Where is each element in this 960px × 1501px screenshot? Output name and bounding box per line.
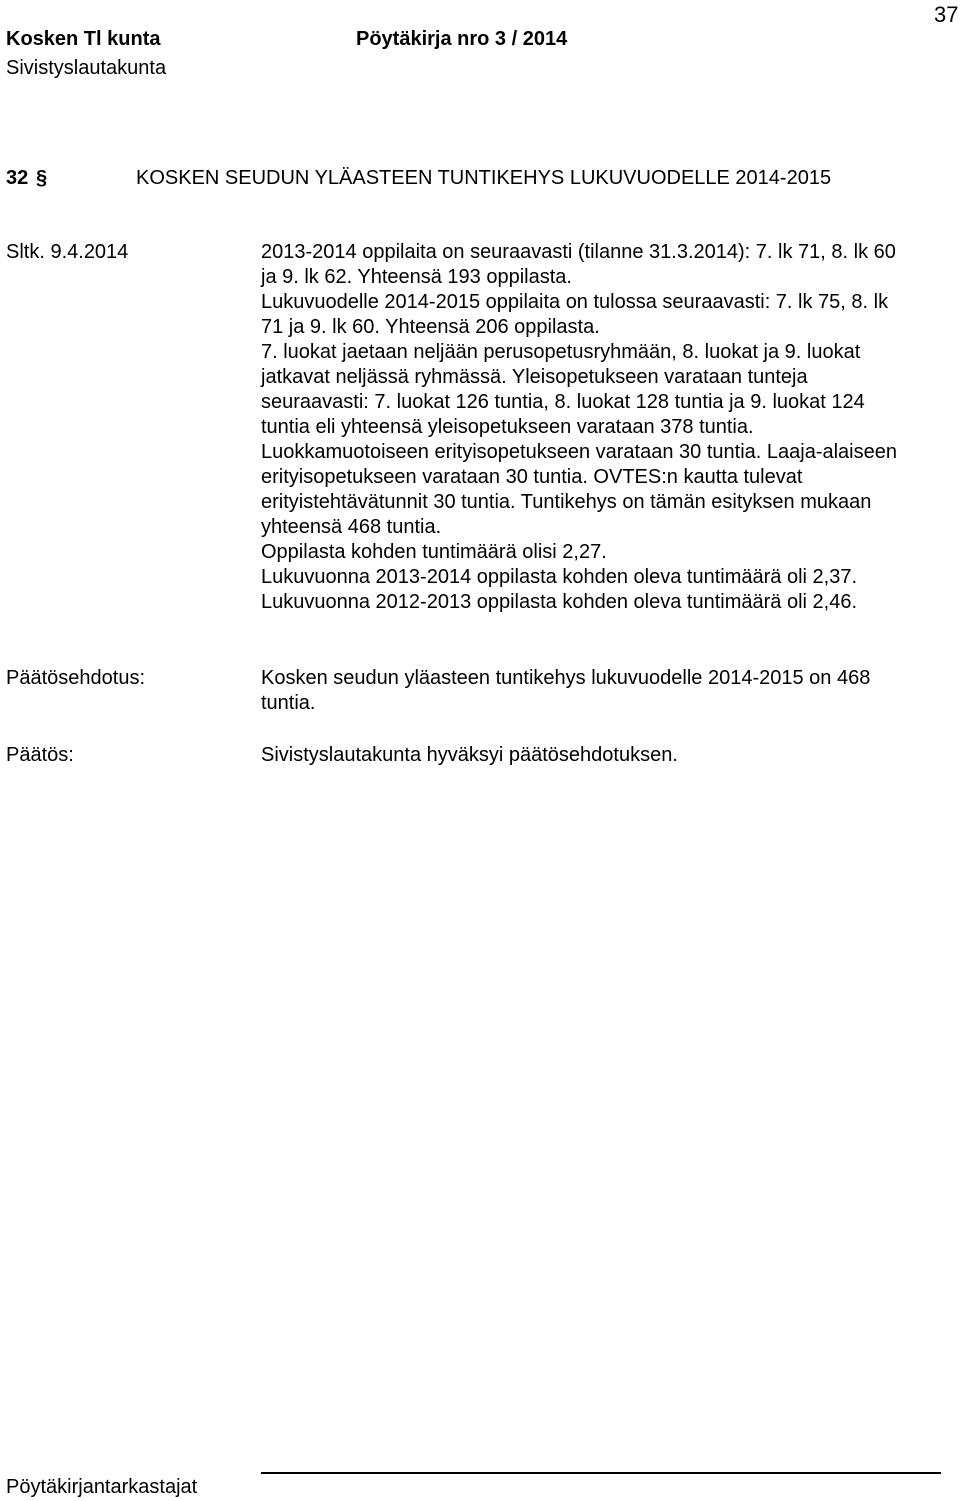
preparation-line: Lukuvuodelle 2014-2015 oppilaita on tulossa seuraavasti: 7. lk 75, 8. lk: [261, 291, 889, 313]
preparation-line: Lukuvuonna 2013-2014 oppilasta kohden oleva tuntimäärä oli 2,37.: [261, 566, 857, 588]
board-name: Sivistyslautakunta: [6, 57, 167, 79]
preparation-line: 71 ja 9. lk 60. Yhteensä 206 oppilasta.: [261, 316, 600, 338]
proposal-line: tuntia.: [261, 692, 316, 714]
preparation-line: tuntia eli yhteensä yleisopetukseen varataan 378 tuntia.: [261, 416, 754, 438]
preparation-line: Lukuvuonna 2012-2013 oppilasta kohden oleva tuntimäärä oli 2,46.: [261, 591, 857, 613]
decision-text: Sivistyslautakunta hyväksyi päätösehdotuksen.: [261, 744, 678, 766]
preparation-line: Oppilasta kohden tuntimäärä olisi 2,27.: [261, 541, 607, 563]
page-number: 37: [934, 2, 959, 27]
preparation-line: erityisopetukseen varataan 30 tuntia. OVTES:n kautta tulevat: [261, 466, 803, 488]
preparation-line: seuraavasti: 7. luokat 126 tuntia, 8. luokat 128 tuntia ja 9. luokat 124: [261, 391, 865, 413]
decision-label: Päätös:: [6, 744, 74, 766]
proposal-label: Päätösehdotus:: [6, 667, 145, 689]
organization-name: Kosken Tl kunta: [6, 28, 161, 50]
preparation-line: 7. luokat jaetaan neljään perusopetusryhmään, 8. luokat ja 9. luokat: [261, 341, 861, 363]
document-title: Pöytäkirja nro 3 / 2014: [356, 28, 568, 50]
section-mark: §: [36, 167, 48, 189]
section-number: 32: [6, 167, 29, 189]
preparation-text: [261, 240, 960, 615]
proposal-line: Kosken seudun yläasteen tuntikehys lukuvuodelle 2014-2015 on 468: [261, 667, 871, 689]
preparation-label: Sltk. 9.4.2014: [6, 241, 129, 263]
preparation-line: yhteensä 468 tuntia.: [261, 516, 442, 538]
preparation-line: erityistehtävätunnit 30 tuntia. Tuntikehys on tämän esityksen mukaan: [261, 491, 872, 513]
section-title: KOSKEN SEUDUN YLÄASTEEN TUNTIKEHYS LUKUVUODELLE 2014-2015: [136, 167, 832, 189]
preparation-line: jatkavat neljässä ryhmässä. Yleisopetukseen varataan tunteja: [261, 366, 808, 388]
preparation-line: Luokkamuotoiseen erityisopetukseen varataan 30 tuntia. Laaja-alaiseen: [261, 441, 897, 463]
signature-line: [261, 1472, 941, 1474]
preparation-line: ja 9. lk 62. Yhteensä 193 oppilasta.: [261, 266, 572, 288]
reviewers-label: Pöytäkirjantarkastajat: [6, 1476, 198, 1498]
preparation-line: 2013-2014 oppilaita on seuraavasti (tilanne 31.3.2014): 7. lk 71, 8. lk 60: [261, 241, 896, 263]
proposal-text: [261, 666, 960, 716]
